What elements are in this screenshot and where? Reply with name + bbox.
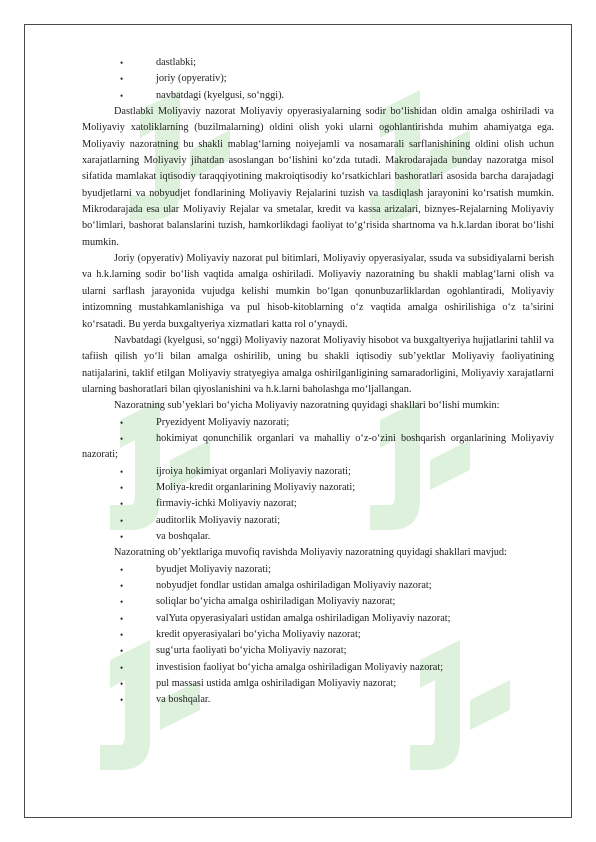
paragraph-objects-intro: Nazoratning ob’yektlariga muvofiq ravishda Moliyaviy nazoratning quyidagi shakllari mavjud: — [114, 547, 507, 559]
list-item: • nobyudjet fondlar ustidan amalga oshiriladigan Moliyaviy nazorat; — [82, 578, 554, 594]
list-item: • firmaviy-ichki Moliyaviy nazorat; — [82, 496, 554, 512]
subject-bullet-list — [82, 415, 554, 546]
bullet-icon: • — [120, 90, 124, 101]
bullet-icon: • — [120, 531, 124, 542]
paragraph-subsequent-control: Navbatdagi (kyelgusi, so‘nggi) Moliyaviy nazorat Moliyaviy hisobot va buxgaltyeriya hujjatlarini tahlil va tafiish qilish yo‘li bilan amalga oshirilib, uning bu shakli iqtisodiy sub’yektlar Moliyaviy faoliyatining natijalarini, taklif etilgan Moliyaviy stratyegiya amalga oshirilganligining samaradorligini, Moliyaviy xarajatlarni ularning bashoratlari bilan qiyoslanishini va h.k.larni baholashga mo‘ljallangan. — [82, 334, 554, 395]
list-item: • auditorlik Moliyaviy nazorati; — [82, 513, 554, 529]
list-item: • va boshqalar. — [82, 529, 554, 545]
bullet-icon: • — [120, 679, 124, 690]
list-item: • soliqlar bo‘yicha amalga oshiriladigan Moliyaviy nazorat; — [82, 594, 554, 610]
bullet-icon: • — [120, 581, 124, 591]
paragraph-subjects-intro: Nazoratning sub’yeklari bo‘yicha Moliyaviy nazoratning quyidagi shakllari bo‘lishi mumkin: — [114, 400, 500, 412]
intro-bullet-list — [82, 55, 554, 104]
paragraph-current-control: Joriy (opyerativ) Moliyaviy nazorat pul bitimlari, Moliyaviy opyerasiyalar, ssuda va subsidiyalarni berish va h.k.larning sodir bo‘lish vaqtida amalga oshiriladi. Moliyaviy nazoratning bu shakli mablag‘larni olish va ularni sarflash jarayonida vujudga kelishi mumkin bo‘lgan qonunbuzarliklardan ogohlantiradi, Moliyaviy intizomning mustahkamlanishiga va pul hisob-kitoblarning o‘z vaqtida amalga oshirilishiga o‘z ta’sirini ko‘rsatadi. Bu yerda buxgaltyeriya xizmatlari katta rol o‘ynaydi. — [82, 253, 554, 330]
list-item: • dastlabki; — [82, 55, 554, 71]
list-item: • sug‘urta faoliyati bo‘yicha Moliyaviy nazorat; — [82, 643, 554, 659]
list-item: • Pryezidyent Moliyaviy nazorati; — [82, 415, 554, 431]
bullet-icon: • — [120, 74, 124, 85]
list-item: • ijroiya hokimiyat organlari Moliyaviy nazorati; — [82, 464, 554, 480]
bullet-icon: • — [120, 515, 124, 526]
document-body — [82, 55, 554, 709]
bullet-icon: • — [120, 564, 124, 575]
bullet-icon: • — [120, 597, 124, 608]
list-item: • navbatdagi (kyelgusi, so‘nggi). — [82, 88, 554, 104]
list-item: • kredit opyerasiyalari bo‘yicha Moliyaviy nazorat; — [82, 627, 554, 643]
bullet-icon: • — [120, 662, 124, 673]
bullet-icon: • — [120, 695, 124, 706]
list-item: • hokimiyat qonunchilik organlari va mahalliy o‘z-o‘zini boshqarish organlarining Moliyaviy nazorati; — [82, 432, 554, 461]
bullet-icon: • — [120, 466, 124, 477]
bullet-icon: • — [120, 58, 124, 68]
bullet-icon: • — [120, 646, 124, 657]
list-item: • Moliya-kredit organlarining Moliyaviy nazorati; — [82, 480, 554, 496]
list-item: • investision faoliyat bo‘yicha amalga oshiriladigan Moliyaviy nazorat; — [82, 660, 554, 676]
bullet-icon: • — [120, 499, 124, 510]
list-item: • joriy (opyerativ); — [82, 71, 554, 87]
list-item: • byudjet Moliyaviy nazorati; — [82, 562, 554, 578]
bullet-icon: • — [120, 482, 124, 493]
object-bullet-list — [82, 562, 554, 709]
bullet-icon: • — [120, 417, 124, 428]
bullet-icon: • — [120, 433, 124, 444]
paragraph-preliminary-control: Dastlabki Moliyaviy nazorat Moliyaviy opyerasiyalarning sodir bo‘lishidan oldin amalga oshiriladi va Moliyaviy xatoliklarning (buzilmalarning) oldini olish yoki ularni ogohlantirishda muhim ahamiyatga ega. Moliyaviy nazoratning bu shakli mablag‘larning noiyejamli va nosamarali sarflanishining oldini olish uchun xarajatlarning Moliyaviy jihatdan asoslangan bo‘lishini ko‘zda tutadi. Makrodarajada bunday nazoratga misol sifatida mamlakat iqtisodiy taraqqiyotining makroiqtisodiy ko‘rsatkichlari bashoratlari asosida barcha darajadagi byudjetlarni va nobyudjet fondlarining Moliyaviy Rejalarini tuzish va tasdiqlash jarayonini ko‘rsatish mumkin. Mikrodarajada esa ular Moliyaviy Rejalar va smetalar, kredit va kassa arizalari, biznyes-Rejalarning Moliyaviy bo‘limlari, bashorat balanslarini tuzish, hamkorlikdagi faoliyat to‘g‘risida shartnoma va h.k.lardan iborat bo‘lishi mumkin. — [82, 106, 554, 248]
bullet-icon: • — [120, 630, 124, 641]
list-item: • va boshqalar. — [82, 692, 554, 708]
list-item: • valYuta opyerasiyalari ustidan amalga oshiriladigan Moliyaviy nazorat; — [82, 611, 554, 627]
bullet-icon: • — [120, 613, 124, 624]
list-item: • pul massasi ustida amlga oshiriladigan Moliyaviy nazorat; — [82, 676, 554, 692]
